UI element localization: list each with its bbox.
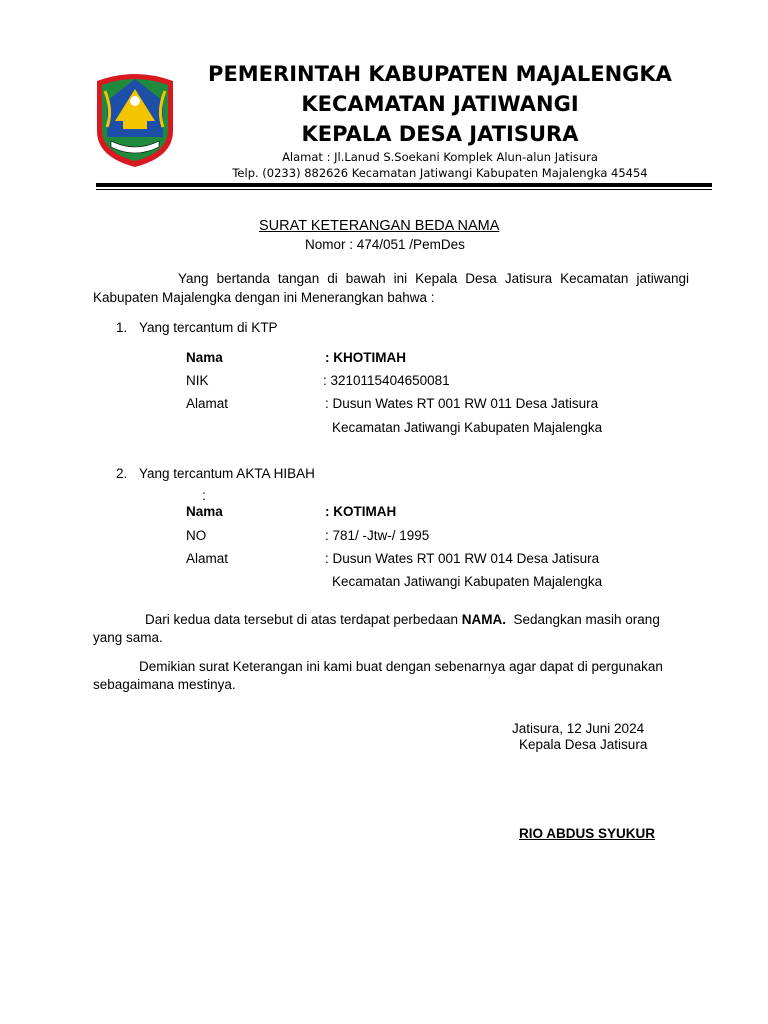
deed-address-continued: Kecamatan Jatiwangi Kabupaten Majalengka <box>332 574 603 589</box>
section2-stray-colon: : <box>202 488 206 503</box>
difference-text-end: Sedangkan masih orang <box>505 612 660 627</box>
signature-position: Kepala Desa Jatisura <box>519 737 648 752</box>
section2-number: 2. <box>116 466 128 481</box>
ktp-name-value: : KHOTIMAH <box>325 350 406 365</box>
header-village-head: KEPALA DESA JATISURA <box>301 122 579 146</box>
closing-paragraph-line-1: Demikian surat Keterangan ini kami buat dengan sebenarnya agar dapat di pergunakan <box>139 659 663 674</box>
signature-name: RIO ABDUS SYUKUR <box>519 826 656 841</box>
ktp-name-label: Nama <box>186 350 223 365</box>
deed-number-value: : 781/ -Jtw-/ 1995 <box>325 528 430 543</box>
header-district: KECAMATAN JATIWANGI <box>301 92 579 116</box>
section1-number: 1. <box>116 320 128 335</box>
section2-heading: Yang tercantum AKTA HIBAH <box>139 466 315 481</box>
ktp-nik-label: NIK <box>186 373 209 388</box>
deed-name-label: Nama <box>186 504 223 519</box>
difference-highlight: NAMA. <box>461 612 506 627</box>
header-phone: Telp. (0233) 882626 Kecamatan Jatiwangi Kabupaten Majalengka 45454 <box>232 166 648 180</box>
section1-heading: Yang tercantum di KTP <box>139 320 278 335</box>
header-divider-thin <box>96 189 712 190</box>
header-address: Alamat : Jl.Lanud S.Soekani Komplek Alun-alun Jatisura <box>282 150 598 164</box>
letter-number: Nomor : 474/051 /PemDes <box>305 237 465 252</box>
ktp-address-label: Alamat <box>186 396 229 411</box>
difference-text: Dari kedua data tersebut di atas terdapat perbedaan <box>145 612 462 627</box>
signature-place-date: Jatisura, 12 Juni 2024 <box>512 721 645 736</box>
letter-title: SURAT KETERANGAN BEDA NAMA <box>259 218 500 234</box>
header-divider-thick <box>96 183 712 187</box>
deed-name-value: : KOTIMAH <box>325 504 397 519</box>
deed-address-value: : Dusun Wates RT 001 RW 014 Desa Jatisura <box>325 551 600 566</box>
difference-paragraph-line-2: yang sama. <box>93 630 163 645</box>
ktp-nik-value: : 3210115404650081 <box>323 373 450 388</box>
intro-line-1: Yang bertanda tangan di bawah ini Kepala Desa Jatisura Kecamatan jatiwangi <box>178 271 689 286</box>
regency-emblem-logo <box>93 71 177 169</box>
closing-paragraph-line-2: sebagaimana mestinya. <box>93 677 236 692</box>
intro-line-2: Kabupaten Majalengka dengan ini Menerangkan bahwa : <box>93 290 435 305</box>
ktp-address-value: : Dusun Wates RT 001 RW 011 Desa Jatisura <box>325 396 599 411</box>
difference-paragraph-line-1 <box>145 612 660 627</box>
deed-number-label: NO <box>186 528 207 543</box>
ktp-address-continued: Kecamatan Jatiwangi Kabupaten Majalengka <box>332 420 603 435</box>
deed-address-label: Alamat <box>186 551 229 566</box>
header-regency: PEMERINTAH KABUPATEN MAJALENGKA <box>208 62 672 86</box>
